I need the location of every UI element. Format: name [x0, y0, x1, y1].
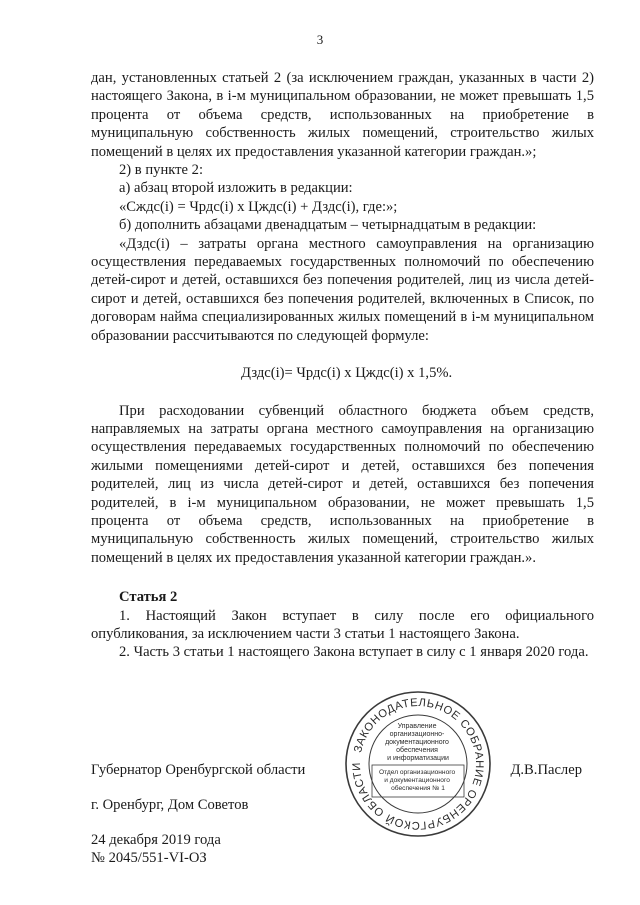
article-2-clause-2: 2. Часть 3 статьи 1 настоящего Закона вступает в силу с 1 января 2020 года. — [119, 644, 589, 661]
article-2-heading: Статья 2 — [119, 589, 178, 606]
svg-text:Управление организационн — [385, 723, 451, 762]
paragraph-item-b: б) дополнить абзацами двенадцатым – четырнадцатым в редакции: — [119, 217, 537, 234]
svg-text:ЗАКОНОДАТЕЛЬНОЕ СОБРАНИЕ ОРЕНБ — [351, 697, 485, 831]
seal-lower-line: обеспечения № 1 — [391, 785, 445, 792]
paragraph-item-a: а) абзац второй изложить в редакции: — [119, 180, 353, 197]
seal-upper-line: Управление — [397, 723, 437, 730]
formula: Дздс(i)= Чрдс(i) х Цждс(i) х 1,5%. — [241, 365, 453, 382]
seal-upper-line: документационного — [385, 739, 449, 746]
paragraph-formula-quote: «Сждс(i) = Чрдс(i) х Цждс(i) + Дздс(i), где:»; — [119, 198, 398, 215]
document-body — [91, 69, 594, 662]
law-number: № 2045/551-VI-ОЗ — [91, 850, 207, 866]
paragraph-definition: «Дздс(i) – затраты органа местного самоуправления на организацию осуществления передаваемых государственных полномочий по обеспечению детей-сирот и детей, оставшихся без попечения родителей, лиц из числа детей-сирот и детей, оставшихся без попечения родителей, включенных в Список, по договорам найма специализированных жилых помещений в i-м муниципальном образовании рассчитываются по следующей формуле: — [91, 235, 594, 344]
seal-lower-line: и документационного — [384, 777, 450, 784]
paragraph-continuation: дан, установленных статьей 2 (за исключением граждан, указанных в части 2) настоящего Закона, в i-м муниципальном образовании, не может превышать 1,5 процента от объема средств, использованных на приобретение в муниципальную собственность жилых помещений, строительство жилых помещений в целях их предоставления указанной категории граждан.»; — [91, 70, 594, 160]
seal-upper-line: обеспечения — [396, 747, 438, 754]
page-number: 3 — [316, 32, 324, 47]
spacer — [91, 567, 594, 588]
official-seal — [342, 688, 494, 840]
article-2-clause-1: 1. Настоящий Закон вступает в силу после его официального опубликования, за исключением части 3 статьи 1 настоящего Закона. — [91, 607, 594, 642]
paragraph-spending: При расходовании субвенций областного бюджета объем средств, направляемых на затраты органа местного самоуправления на организацию осуществления передаваемых государственных полномочий по обеспечению жилыми помещениями детей-сирот и детей, оставшихся без попечения родителей, лиц из числа детей-сирот и детей, оставшихся без попечения родителей, в i-м муниципальном образовании, не может превышать 1,5 процента от объема средств, использованных на приобретение в муниципальную собственность жилых помещений, строительство жилых помещений в целях их предоставления указанной категории граждан.». — [91, 402, 594, 566]
seal-upper-line: организационно- — [389, 731, 445, 738]
paragraph-item-2: 2) в пункте 2: — [119, 162, 204, 179]
signatory-title: Губернатор Оренбургской области — [91, 762, 306, 778]
seal-upper-line: и информатизации — [387, 755, 449, 762]
svg-text:Отдел организационного и — [379, 769, 457, 792]
seal-lower-line: Отдел организационного — [378, 769, 456, 776]
seal-ring-text: ЗАКОНОДАТЕЛЬНОЕ СОБРАНИЕ ОРЕНБУРГСКОЙ ОБЛАСТИ — [350, 696, 486, 832]
signing-place: г. Оренбург, Дом Советов — [91, 797, 249, 813]
signing-date: 24 декабря 2019 года — [91, 832, 221, 848]
signatory-name: Д.В.Паслер — [510, 762, 582, 778]
